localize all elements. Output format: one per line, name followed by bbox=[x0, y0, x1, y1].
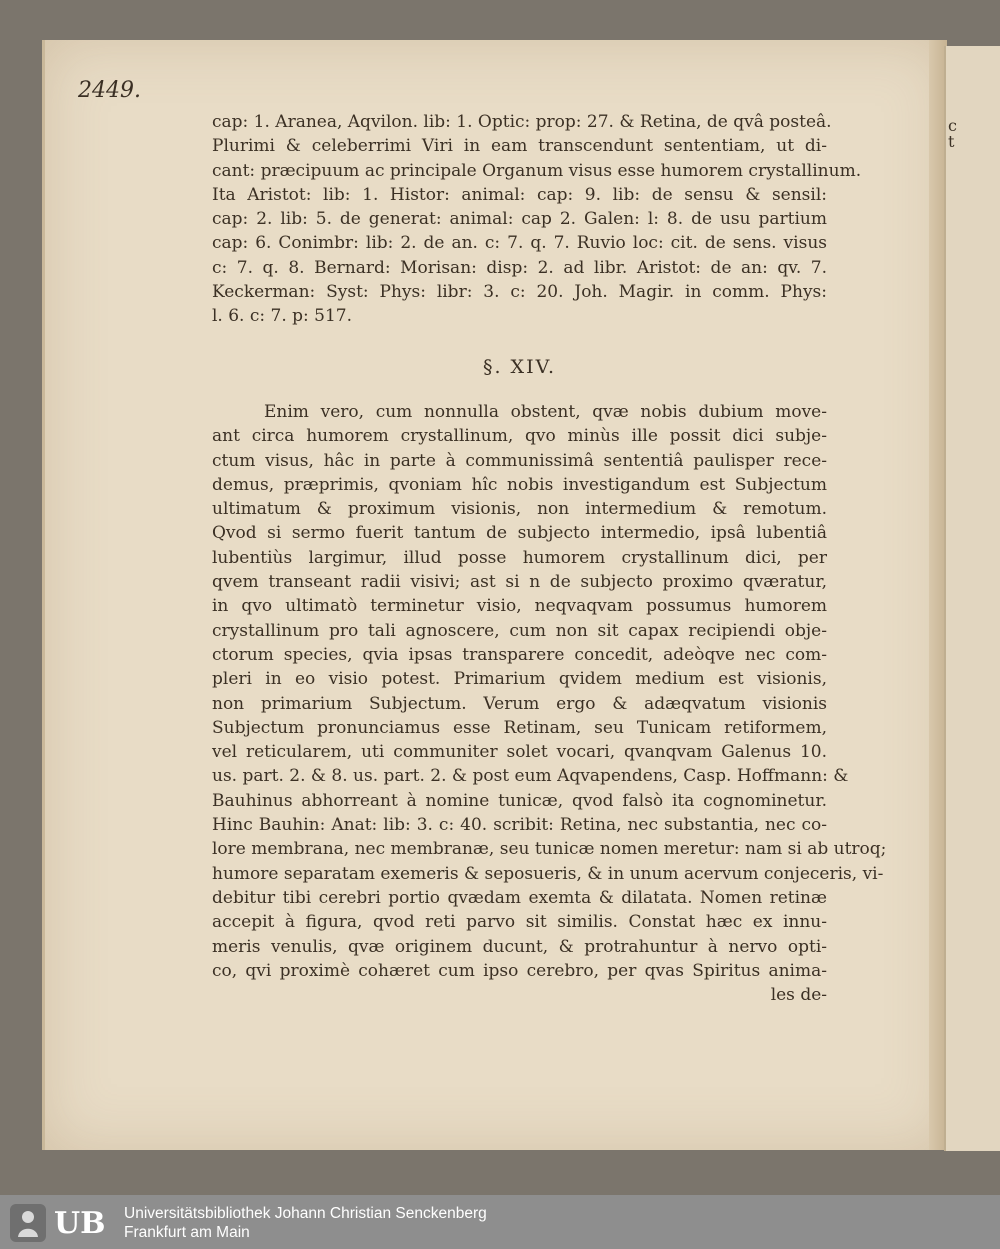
text-line: accepit à figura, qvod reti parvo sit similis. Constat hæc ex innu- bbox=[212, 912, 827, 933]
text-line: demus, præprimis, qvoniam hîc nobis investigandum est Subjectum bbox=[212, 474, 827, 495]
text-line: vel reticularem, uti communiter solet vocari, qvanqvam Galenus 10. bbox=[212, 742, 827, 763]
institution-name bbox=[124, 1204, 487, 1242]
text-line: qvem transeant radii visivi; ast si n de subjecto proximo qværatur, bbox=[212, 572, 827, 593]
library-footer bbox=[0, 1195, 1000, 1249]
library-logo[interactable] bbox=[10, 1203, 114, 1243]
body-paragraph bbox=[212, 400, 887, 1007]
text-line: l. 6. c: 7. p: 517. bbox=[212, 306, 353, 327]
text-line: lubentiùs largimur, illud posse humorem crystallinum dici, per bbox=[212, 547, 827, 568]
margin-mark: t bbox=[948, 132, 956, 151]
text-line: cap: 1. Aranea, Aqvilon. lib: 1. Optic: prop: 27. & Retina, de qvâ posteâ. bbox=[212, 112, 832, 132]
text-line: cap: 6. Conimbr: lib: 2. de an. c: 7. q. 7. Ruvio loc: cit. de sens. visus bbox=[212, 233, 827, 254]
text-line: co, qvi proximè cohæret cum ipso cerebro, per qvas Spiritus anima- bbox=[212, 960, 827, 981]
text-line: ant circa humorem crystallinum, qvo minùs ille possit dici subje- bbox=[212, 426, 827, 447]
text-line: debitur tibi cerebri portio qvædam exemta & dilatata. Nomen retinæ bbox=[212, 887, 827, 908]
margin-mark: c bbox=[948, 116, 958, 135]
page-number: 2449. bbox=[78, 78, 141, 103]
institution-line-1: Universitätsbibliothek Johann Christian Senckenberg bbox=[124, 1205, 487, 1222]
text-line: pleri in eo visio potest. Primarium qvidem medium est visionis, bbox=[212, 669, 827, 690]
crest-icon bbox=[10, 1204, 46, 1242]
text-line: Ita Aristot: lib: 1. Histor: animal: cap: 9. lib: de sensu & sensil: bbox=[212, 184, 827, 205]
text-line: cap: 2. lib: 5. de generat: animal: cap 2. Galen: l: 8. de usu partium bbox=[212, 209, 827, 230]
text-line: humore separatam exemeris & seposueris, & in unum acervum conjeceris, vi- bbox=[212, 863, 884, 884]
text-line: meris venulis, qvæ originem ducunt, & protrahuntur à nervo opti- bbox=[212, 936, 827, 957]
logo-text: UB bbox=[54, 1205, 106, 1241]
text-line: ultimatum & proximum visionis, non intermedium & remotum. bbox=[212, 499, 827, 520]
facing-page-strip bbox=[944, 46, 1000, 1151]
text-line: cant: præcipuum ac principale Organum visus esse humorem crystallinum. bbox=[212, 160, 862, 181]
text-line: c: 7. q. 8. Bernard: Morisan: disp: 2. ad libr. Aristot: de an: qv. 7. bbox=[212, 257, 827, 278]
text-line: Subjectum pronunciamus esse Retinam, seu Tunicam retiformem, bbox=[212, 717, 827, 738]
text-line: ctum visus, hâc in parte à communissimâ sententiâ paulisper rece- bbox=[212, 450, 827, 471]
text-line: Plurimi & celeberrimi Viri in eam transcendunt sententiam, ut di- bbox=[212, 136, 827, 157]
text-line: Bauhinus abhorreant à nomine tunicæ, qvod falsò ita cognominetur. bbox=[212, 790, 827, 811]
text-line: us. part. 2. & 8. us. part. 2. & post eum Aqvapendens, Casp. Hoffmann: & bbox=[212, 766, 849, 787]
text-line: Keckerman: Syst: Phys: libr: 3. c: 20. Joh. Magir. in comm. Phys: bbox=[212, 282, 827, 303]
catchword: les de- bbox=[770, 985, 827, 1006]
text-line: Qvod si sermo fuerit tantum de subjecto intermedio, ipsâ lubentiâ bbox=[212, 523, 827, 544]
institution-line-2: Frankfurt am Main bbox=[124, 1224, 250, 1241]
section-heading: §. XIV. bbox=[482, 356, 557, 378]
text-line: Enim vero, cum nonnulla obstent, qvæ nobis dubium move- bbox=[264, 402, 827, 422]
citation-paragraph bbox=[212, 110, 862, 329]
text-line: non primarium Subjectum. Verum ergo & adæqvatum visionis bbox=[212, 693, 827, 714]
text-line: in qvo ultimatò terminetur visio, neqvaqvam possumus humorem bbox=[212, 596, 827, 617]
text-line: crystallinum pro tali agnoscere, cum non sit capax recipiendi obje- bbox=[212, 620, 827, 641]
text-line: Hinc Bauhin: Anat: lib: 3. c: 40. scribit: Retina, nec substantia, nec co- bbox=[212, 815, 827, 836]
text-line: ctorum species, qvia ipsas transparere concedit, adeòqve nec com- bbox=[212, 644, 827, 665]
text-line: lore membrana, nec membranæ, seu tunicæ nomen meretur: nam si ab utroq; bbox=[212, 839, 887, 860]
